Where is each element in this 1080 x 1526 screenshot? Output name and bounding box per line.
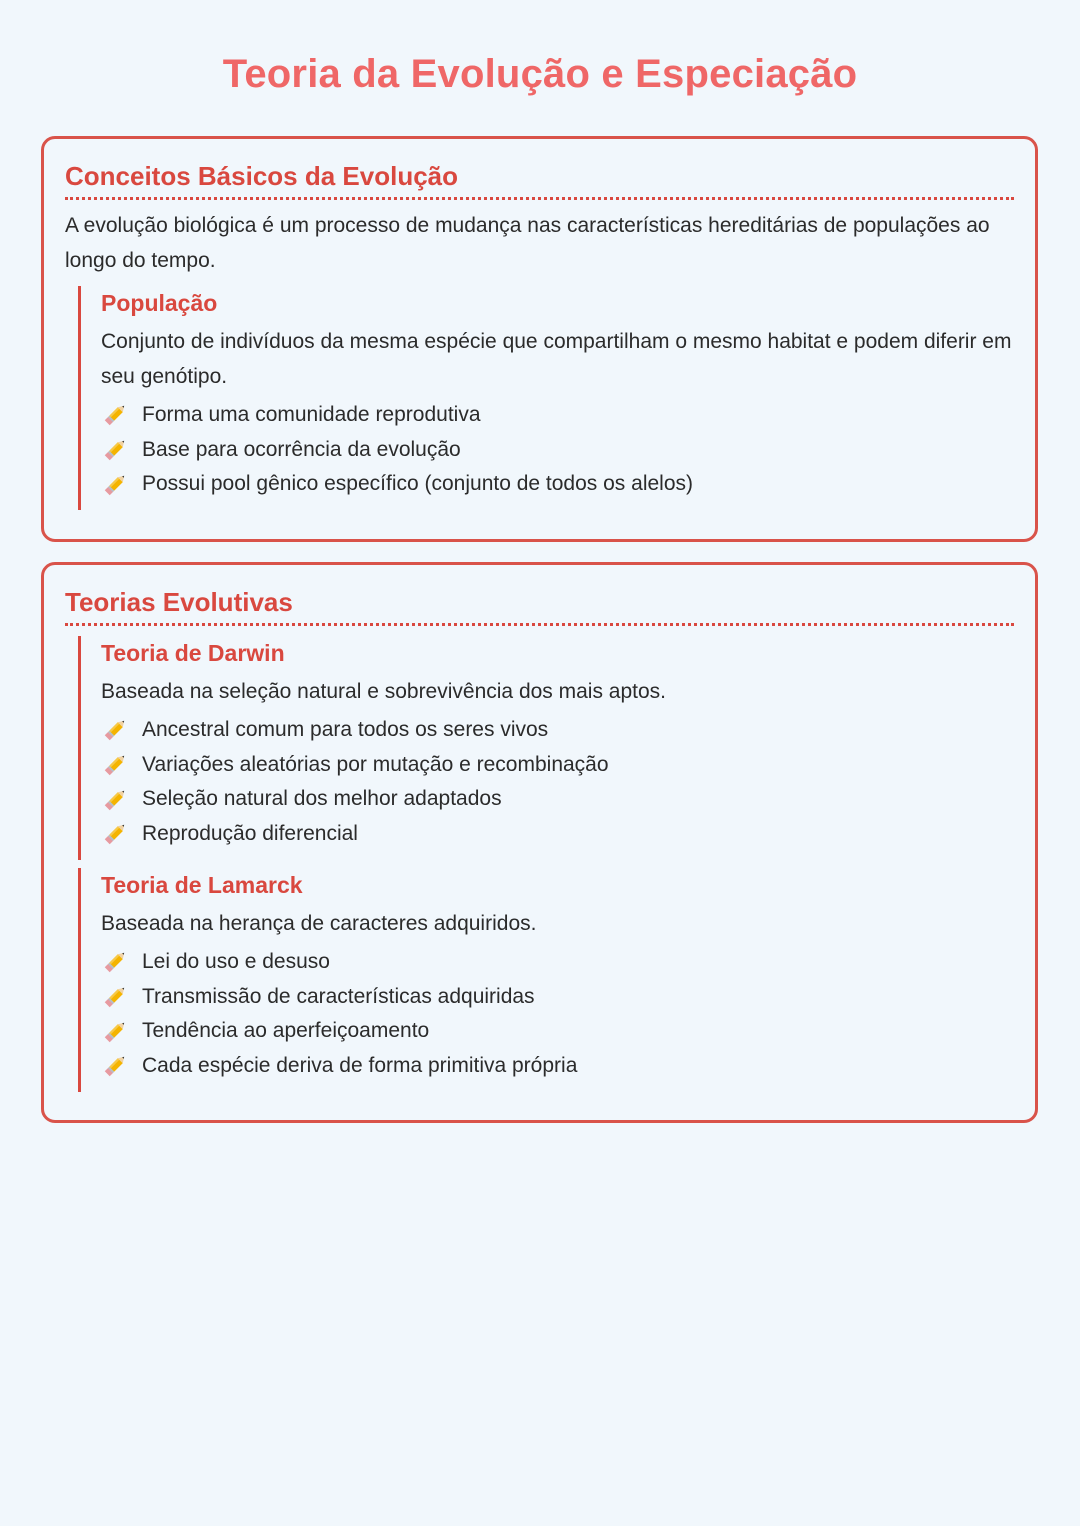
list-item-text: Possui pool gênico específico (conjunto de todos os alelos) [142,472,694,496]
pencil-icon [101,751,129,779]
pencil-icon [101,716,129,744]
pencil-icon [101,983,129,1011]
list-item-text: Cada espécie deriva de forma primitiva própria [142,1053,578,1077]
section-card-teorias [41,562,1038,1123]
bullet-list [101,945,1014,1084]
list-item-text: Reprodução diferencial [142,822,358,846]
section-intro: A evolução biológica é um processo de mudança nas características hereditárias de populações ao longo do tempo. [65,214,990,272]
list-item-text: Forma uma comunidade reprodutiva [142,403,481,426]
list-item [101,817,1014,852]
bullet-list [101,713,1014,852]
page-title: Teoria da Evolução e Especiação [222,52,858,96]
list-item [101,398,1014,433]
pencil-icon [101,1018,129,1046]
section-title: Teorias Evolutivas [65,583,1014,626]
list-item [101,748,1014,783]
list-item-text: Transmissão de características adquiridas [142,984,535,1008]
list-item-text: Tendência ao aperfeiçoamento [142,1019,430,1043]
pencil-icon [101,436,129,464]
list-item [101,1014,1014,1049]
subsection-description: Conjunto de indivíduos da mesma espécie que compartilham o mesmo habitat e podem diferir em seu genótipo. [101,330,1012,388]
list-item [101,945,1014,980]
list-item [101,782,1014,817]
bullet-list [101,398,1014,502]
list-item [101,467,1014,502]
list-item [101,1049,1014,1084]
list-item [101,433,1014,468]
list-item [101,980,1014,1015]
list-item [101,713,1014,748]
pencil-icon [101,948,129,976]
pencil-icon [101,820,129,848]
section-title: Conceitos Básicos da Evolução [65,157,1014,200]
list-item-text: Lei do uso e desuso [142,949,330,973]
subsection-populacao [78,286,1014,510]
subsection-title: População [101,290,218,316]
subsection-lamarck [78,868,1014,1092]
list-item-text: Ancestral comum para todos os seres vivos [142,718,549,741]
pencil-icon [101,401,129,429]
pencil-icon [101,786,129,814]
subsection-darwin [78,636,1014,860]
list-item-text: Seleção natural dos melhor adaptados [142,787,502,811]
list-item-text: Variações aleatórias por mutação e recombinação [142,752,609,776]
subsection-description: Baseada na herança de caracteres adquiridos. [101,911,537,935]
pencil-icon [101,1052,129,1080]
pencil-icon [101,471,129,499]
list-item-text: Base para ocorrência da evolução [142,437,461,461]
subsection-title: Teoria de Darwin [101,640,285,666]
section-card-conceitos [41,136,1038,542]
subsection-title: Teoria de Lamarck [101,871,303,898]
subsection-description: Baseada na seleção natural e sobrevivência dos mais aptos. [101,680,667,703]
